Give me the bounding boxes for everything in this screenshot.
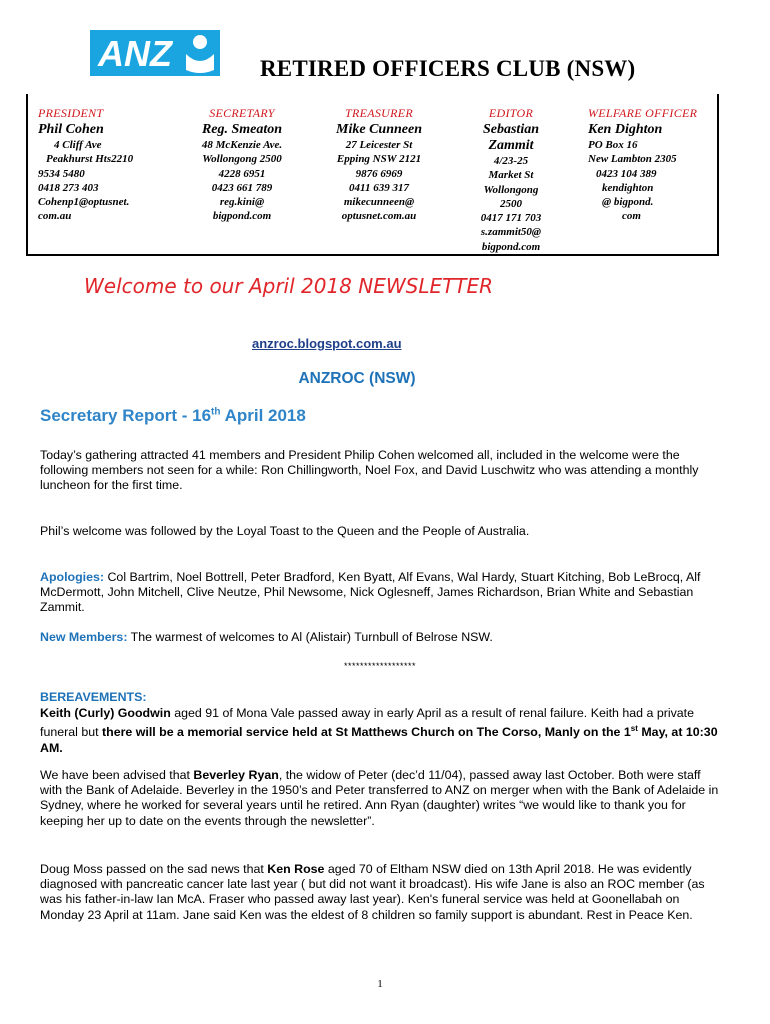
- paragraph-new-members: [40, 630, 720, 645]
- officer-line: 4/23-25: [493, 155, 529, 167]
- paragraph-keith-goodwin: [40, 706, 720, 756]
- officer-line: 0423 661 789: [211, 181, 273, 194]
- paragraph-apologies: [40, 570, 720, 616]
- logo-text: ANZ: [98, 33, 172, 74]
- officers-panel: [26, 94, 719, 256]
- officer-line: 4 Cliff Ave: [54, 139, 102, 151]
- officer-line: 0418 273 403: [38, 181, 99, 194]
- officer-president: [38, 106, 133, 224]
- ken-pre: Doug Moss passed on the sad news that: [40, 862, 268, 876]
- officer-email: Cohenp1@optusnet.: [38, 196, 130, 209]
- officer-name: Ken Dighton: [588, 122, 663, 137]
- ken-name: Ken Rose: [267, 862, 325, 876]
- blog-link[interactable]: anzroc.blogspot.com.au: [252, 336, 402, 351]
- officer-email: bigpond.com: [212, 210, 272, 223]
- page-number: 1: [377, 978, 383, 990]
- separator-stars: ******************: [343, 661, 417, 671]
- officer-email: kendighton: [602, 181, 654, 194]
- officer-role: EDITOR: [488, 106, 534, 120]
- report-title-pre: Secretary Report - 16: [40, 406, 212, 425]
- officer-line: New Lambton 2305: [588, 153, 677, 166]
- new-members-label: New Members:: [40, 630, 128, 644]
- apologies-text: Col Bartrim, Noel Bottrell, Peter Bradford, Ken Byatt, Alf Evans, Wal Hardy, Stuart Kitching, Bob LeBrocq, Alf McDermott, John Mitchell, Clive Neutze, Phil Newsome, Nick Oglesneff, James Richardson, Brian White and Sebastian Zammit.: [40, 570, 701, 615]
- beverley-text: , the widow of Peter (dec’d 11/04), passed away last October. Both were staff with the Bank of Adelaide. Beverley in the 1950’s and Peter transferred to ANZ on merger when with the Bank of Adelaide in Sydney, where he worked for several years until he retired. Ann Ryan (daughter) writes “we would like to thank you for keeping her up to date on the events through the newsletter”.: [40, 768, 719, 828]
- secretary-report-title: [40, 406, 306, 426]
- paragraph-gathering: Today’s gathering attracted 41 members and President Philip Cohen welcomed all, included in the welcome were the following members not seen for a while: Ron Chillingworth, Noel Fox, and David Luschwitz who was attending a monthly luncheon for the first time.: [40, 448, 699, 493]
- officer-email: @ bigpond.: [602, 196, 654, 209]
- club-title: RETIRED OFFICERS CLUB (NSW): [260, 56, 636, 81]
- officer-line: Epping NSW 2121: [336, 153, 422, 166]
- apologies-label: Apologies:: [40, 570, 105, 584]
- officer-name: Mike Cunneen: [336, 122, 422, 137]
- officer-email: bigpond.com: [481, 240, 541, 253]
- bereavements-heading: BEREAVEMENTS:: [40, 690, 147, 704]
- officer-line: Wollongong 2500: [202, 153, 282, 166]
- beverley-pre: We have been advised that: [40, 768, 194, 782]
- officer-role: WELFARE OFFICER: [588, 106, 698, 120]
- keith-text: aged 91 of Mona Vale passed away in early April as a result of renal failure. Keith had a private funeral but: [40, 706, 695, 740]
- officer-line: 0423 104 389: [596, 167, 657, 180]
- officer-role: PRESIDENT: [38, 106, 104, 120]
- officer-email: com: [622, 210, 641, 223]
- officer-email: reg.kini@: [219, 196, 265, 209]
- officer-line: 0417 171 703: [480, 212, 542, 225]
- officer-line: 48 McKenzie Ave.: [201, 139, 283, 151]
- officer-line: 0411 639 317: [349, 181, 409, 194]
- ken-text: aged 70 of Eltham NSW died on 13th April 2018. He was evidently diagnosed with pancreatic cancer late last year ( but did not want it broadcast). His wife Jane is also an ROC member (as was his father-in-law Ian McA. Fraser who passed away last year). Ken's funeral service was held at Goonellabah on Monday 23 April at 11am. Jane said Ken was the eldest of 8 children so family support is abundant. Rest in Peace Ken.: [40, 862, 705, 922]
- officer-line: 2500: [500, 197, 522, 210]
- beverley-name: Beverley Ryan: [193, 768, 279, 782]
- officer-secretary: [184, 106, 300, 224]
- officer-line: 9534 5480: [38, 167, 85, 180]
- new-members-text: The warmest of welcomes to Al (Alistair) Turnbull of Belrose NSW.: [127, 630, 493, 644]
- report-title-post: April 2018: [220, 406, 306, 425]
- officer-line: 9876 6969: [355, 167, 403, 180]
- keith-name: Keith (Curly) Goodwin: [40, 706, 171, 720]
- officer-name: Sebastian Zammit: [482, 122, 539, 153]
- officer-name: Phil Cohen: [38, 122, 104, 137]
- officer-treasurer: [318, 106, 440, 224]
- report-title-sup: th: [211, 406, 221, 418]
- officer-line: Wollongong: [483, 183, 539, 196]
- officer-line: 4228 6951: [218, 167, 266, 180]
- paragraph-beverley-ryan: [40, 768, 720, 829]
- section-title: ANZROC (NSW): [298, 370, 416, 387]
- paragraph-ken-rose: [40, 862, 720, 923]
- officer-role: TREASURER: [344, 106, 414, 120]
- officer-email: com.au: [38, 210, 72, 223]
- officer-email: s.zammit50@: [480, 226, 542, 239]
- anz-logo: [90, 30, 220, 76]
- officer-line: Peakhurst Hts2210: [46, 153, 134, 166]
- officer-name: Reg. Smeaton: [201, 122, 283, 137]
- keith-memorial-time: May, at 10:30 AM.: [40, 725, 718, 755]
- officer-welfare: [588, 106, 716, 224]
- officer-line: 27 Leicester St: [345, 139, 413, 151]
- officer-email: mikecunneen@: [343, 196, 415, 209]
- officer-line: PO Box 16: [588, 139, 638, 151]
- anz-logo-icon: [90, 30, 220, 76]
- keith-memorial: there will be a memorial service held at St Matthews Church on The Corso, Manly on the 1: [102, 725, 631, 740]
- officer-email: optusnet.com.au: [341, 210, 417, 223]
- paragraph-loyal-toast: Phil’s welcome was followed by the Loyal Toast to the Queen and the People of Australia.: [40, 524, 530, 538]
- officer-editor: [472, 106, 550, 254]
- officer-line: Market St: [488, 169, 534, 182]
- welcome-heading: Welcome to our April 2018 NEWSLETTER: [84, 274, 494, 298]
- officer-role: SECRETARY: [209, 106, 275, 120]
- keith-sup: st: [630, 724, 638, 734]
